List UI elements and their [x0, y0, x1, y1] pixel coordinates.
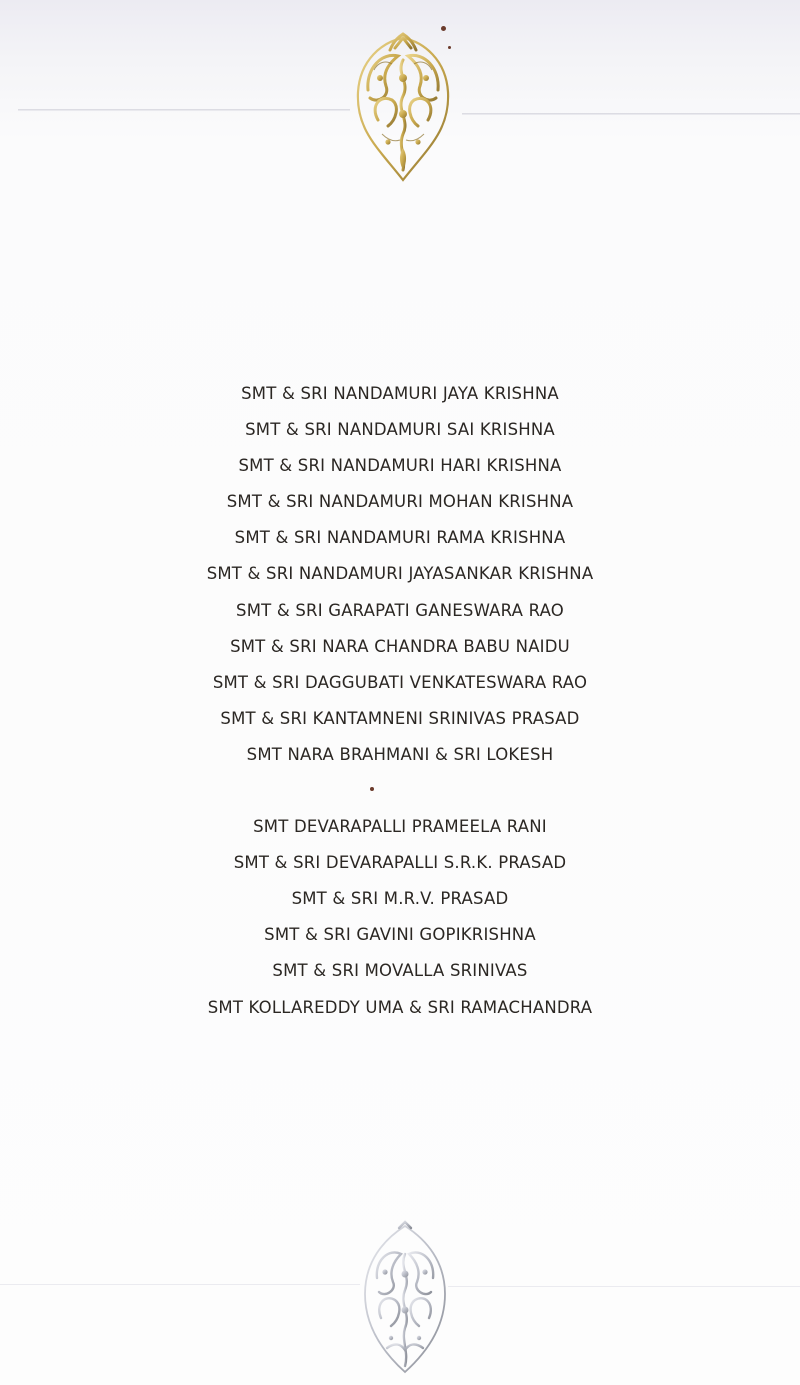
name-list	[0, 376, 800, 1026]
ornament-icon	[348, 30, 458, 185]
name-line: SMT & SRI NANDAMURI RAMA KRISHNA	[234, 528, 566, 548]
name-line: SMT & SRI M.R.V. PRASAD	[291, 889, 509, 909]
name-line: SMT & SRI MOVALLA SRINIVAS	[272, 961, 528, 981]
name-line: SMT & SRI NANDAMURI MOHAN KRISHNA	[226, 492, 574, 512]
name-group-family	[0, 376, 800, 773]
ornament-icon	[355, 1218, 455, 1378]
name-line: SMT & SRI GAVINI GOPIKRISHNA	[264, 925, 536, 945]
paper-speck	[448, 46, 451, 49]
fold-line	[0, 1284, 360, 1285]
name-line: SMT & SRI NANDAMURI HARI KRISHNA	[238, 456, 562, 476]
name-line: SMT & SRI NANDAMURI JAYA KRISHNA	[241, 384, 559, 403]
name-line: SMT & SRI NARA CHANDRA BABU NAIDU	[230, 636, 570, 656]
name-line: SMT & SRI NANDAMURI JAYASANKAR KRISHNA	[206, 564, 594, 584]
name-line: SMT & SRI KANTAMNENI SRINIVAS PRASAD	[220, 708, 580, 728]
name-line: SMT DEVARAPALLI PRAMEELA RANI	[253, 817, 547, 837]
name-group-relatives	[0, 809, 800, 1026]
paper-speck	[441, 26, 446, 31]
name-line: SMT & SRI DAGGUBATI VENKATESWARA RAO	[212, 672, 588, 692]
name-line: SMT KOLLAREDDY UMA & SRI RAMACHANDRA	[207, 997, 593, 1017]
name-line: SMT & SRI NANDAMURI SAI KRISHNA	[245, 420, 555, 440]
name-line: SMT & SRI GARAPATI GANESWARA RAO	[236, 600, 564, 620]
fold-line	[462, 113, 800, 115]
fold-line	[448, 1286, 800, 1287]
name-line: SMT & SRI DEVARAPALLI S.R.K. PRASAD	[233, 853, 567, 873]
fold-line	[18, 109, 350, 111]
name-line: SMT NARA BRAHMANI & SRI LOKESH	[246, 744, 554, 764]
